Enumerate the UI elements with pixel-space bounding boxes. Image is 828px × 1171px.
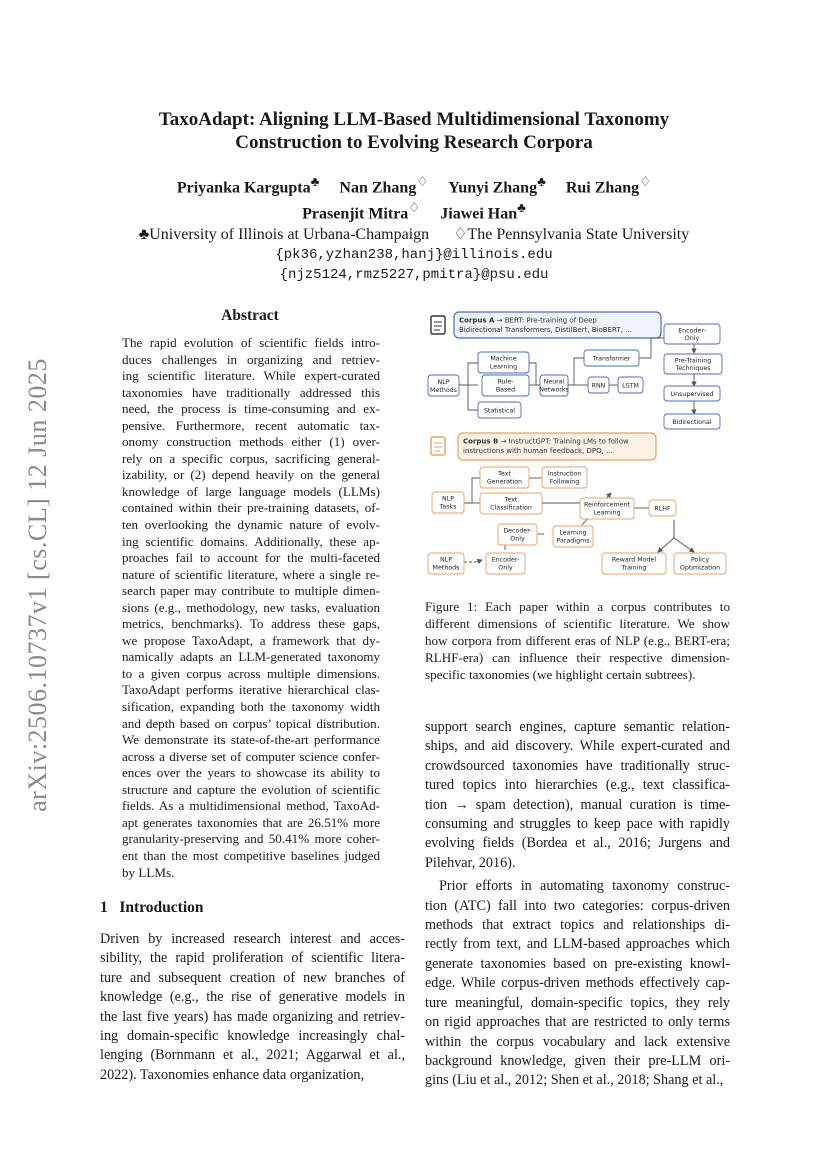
text-line: the last five years) has made organizing and retriev- <box>100 1008 405 1025</box>
text-line: ships, and aid discovery. While expert-curated and <box>425 738 730 755</box>
text-line: fields. As a multidimensional method, TaxoAd- <box>122 798 380 814</box>
arxiv-identifier: arXiv:2506.10737v1 [cs.CL] 12 Jun 2025 <box>23 358 52 812</box>
tree-b-edges <box>464 478 694 562</box>
node-instruction-following-2: Following <box>549 478 580 486</box>
text-line: proaches fail to account for the multi-faceted <box>122 550 380 566</box>
title-line-2: Construction to Evolving Research Corpora <box>235 132 593 153</box>
author-name: Yunyi Zhang <box>448 179 538 197</box>
text-line: structure and capture the evolution of scientific <box>122 781 380 797</box>
text-line: namically adapts an LLM-generated taxonomy <box>122 649 380 665</box>
node-instruction-following: Instruction <box>547 470 582 478</box>
node-encoder-only-2: Only <box>684 335 700 342</box>
text-line: and depth based on corpus’ topical distribution. <box>122 715 380 731</box>
node-text-classification-2: Classification <box>490 504 532 512</box>
text-line: tion → spam detection), manual curation is time- <box>425 796 730 813</box>
author-block <box>100 172 728 285</box>
section-number: 1 <box>100 899 108 916</box>
figure-1-caption <box>425 598 730 683</box>
email-illinois: {pk36,yzhan238,hanj}@illinois.edu <box>275 246 553 263</box>
node-nlp-methods-b: NLP <box>439 556 453 564</box>
text-line: pensive. Furthermore, recent automatic tax- <box>122 417 380 433</box>
email-psu: {njz5124,rmz5227,pmitra}@psu.edu <box>279 266 549 283</box>
text-line: Pilehvar, 2016). <box>425 854 516 871</box>
affiliation-uiuc: ♣University of Illinois at Urbana-Champaign <box>138 225 430 243</box>
text-line: sions (e.g., methodology, new tasks, evaluation <box>122 599 380 615</box>
author-affil-mark: ♢ <box>416 174 429 189</box>
text-line: We demonstrate its state-of-the-art performance <box>122 732 380 748</box>
text-line: how corpora from different eras of NLP (e.g., BERT-era; <box>425 633 730 648</box>
author-name: Priyanka Kargupta <box>176 179 311 197</box>
node-learning-paradigms-2: Paradigms <box>556 537 590 545</box>
node-rule-based: Rule- <box>497 378 514 386</box>
node-nlp-methods-2: Methods <box>430 387 457 394</box>
affiliation-psu: ♢The Pennsylvania State University <box>453 225 690 243</box>
text-line: RLHF-era) can influence their respective dimension- <box>425 650 730 665</box>
document-icon <box>431 316 445 334</box>
text-line: apt generates taxonomies that are 26.51% more <box>122 814 380 830</box>
document-icon <box>431 437 445 455</box>
figure-1-diagram <box>426 308 732 582</box>
text-line: across a diverse set of computer science confer- <box>122 748 380 764</box>
corpus-b-line-1: Corpus B → InstructGPT: Training LMs to follow <box>463 437 629 446</box>
text-line: need, the process is time-consuming and ex- <box>122 401 380 417</box>
text-line: ing scientific domains. Additionally, these ap- <box>122 533 380 549</box>
node-text-generation-2: Generation <box>486 478 523 486</box>
node-transformer: Transformer <box>592 355 631 363</box>
node-unsupervised: Unsupervised <box>670 391 714 398</box>
text-line: specific taxonomies (we highlight certain subtrees). <box>425 667 696 682</box>
text-line: Driven by increased research interest and acces- <box>100 931 405 947</box>
affiliations <box>100 225 728 245</box>
text-line: knowledge of large language models (LLMs) <box>122 483 380 499</box>
text-line: lenging (Bornmann et al., 2021; Aggarwal et al., <box>100 1047 405 1064</box>
author-name: Prasenjit Mitra <box>302 205 409 223</box>
paper-title <box>100 108 728 154</box>
text-line: tion (ATC) fall into two categories: corpus-driven <box>425 897 730 914</box>
node-decoder-only-2: Only <box>510 535 525 543</box>
node-bidirectional: Bidirectional <box>672 419 712 426</box>
text-line: within the corpus vocabulary and lack extensive <box>425 1033 730 1050</box>
node-encoder-only: Encoder- <box>678 327 706 335</box>
author-affil-mark: ♣ <box>310 174 320 189</box>
tree-a-nodes <box>428 324 722 429</box>
paragraph <box>425 718 730 873</box>
node-encoder-only-b-2: Only <box>498 564 513 572</box>
corpus-a-line-1: Corpus A → BERT: Pre-training of Deep <box>459 316 597 325</box>
node-rule-based-2: Based <box>495 386 516 394</box>
title-line-1: TaxoAdapt: Aligning LLM-Based Multidimensional Taxonomy <box>158 109 670 130</box>
text-line: different dimensions of scientific literature. We show <box>425 616 730 631</box>
paragraph <box>425 877 730 1090</box>
node-neural-2: Networks <box>539 386 569 394</box>
text-line: ture meaningful, domain-specific topics, they rely <box>425 994 730 1011</box>
node-nlp-tasks-2: Tasks <box>439 503 457 511</box>
node-lstm: LSTM <box>622 382 639 390</box>
text-line: TaxoAdapt performs iterative hierarchical clas- <box>122 682 380 698</box>
text-line: Prior efforts in automating taxonomy construc- <box>439 878 730 895</box>
author-line-2 <box>100 198 728 224</box>
text-line: generate taxonomies based on pre-existing knowl- <box>425 955 730 972</box>
text-line: crowdsourced taxonomies have traditionally struc- <box>425 757 730 774</box>
text-line: sification, expanding both the taxonomy width <box>122 699 380 715</box>
abstract-heading: Abstract <box>221 307 279 324</box>
text-line: evolving fields (Bordea et al., 2016; Jurgens and <box>425 835 730 852</box>
author-affil-mark: ♢ <box>408 200 421 216</box>
node-rl: Reinforcement <box>583 501 631 509</box>
text-line: rectly from text, and LLM-based approaches which <box>425 936 730 953</box>
node-reward-model-2: Training <box>621 564 647 572</box>
text-line: ences over the years to showcase its ability to <box>122 765 380 781</box>
author-name: Rui Zhang <box>565 179 640 197</box>
node-pretraining-2: Techniques <box>675 365 711 372</box>
text-line: by LLMs. <box>122 864 175 880</box>
node-ml: Machine <box>490 355 517 363</box>
node-rl-2: Learning <box>593 509 621 517</box>
text-line: The rapid evolution of scientific fields intro- <box>122 335 380 350</box>
node-text-classification: Text <box>504 496 518 504</box>
node-pretraining: Pre-Training <box>674 357 712 365</box>
text-line: duces challenges in organizing and retriev- <box>122 351 380 367</box>
text-line: ent than the most competitive baselines judged <box>122 847 380 863</box>
text-line: sibility, the rapid proliferation of scientific litera- <box>100 950 405 967</box>
intro-heading <box>100 899 390 917</box>
text-line: ing scientific literature. While expert-curated <box>122 368 380 384</box>
node-rnn: RNN <box>591 382 606 390</box>
node-text-generation: Text <box>498 470 511 478</box>
text-line: nature of scientific literature, where a single re- <box>122 566 380 582</box>
text-line: methods that extract topics and relationships di- <box>425 917 730 934</box>
text-line: support search engines, capture semantic relation- <box>425 719 730 735</box>
text-line: Figure 1: Each paper within a corpus contributes to <box>425 599 730 614</box>
author-affil-mark: ♣ <box>517 200 526 216</box>
text-line: on rigid approaches that are restricted to only terms <box>425 1014 730 1031</box>
text-line: search paper may contribute to multiple dimen- <box>122 583 380 599</box>
text-line: edge. While corpus-driven methods effectively cap- <box>425 975 730 992</box>
text-line: granularity-preserving and 50.41% more coher- <box>122 831 380 847</box>
author-affil-mark: ♣ <box>537 174 546 189</box>
text-line: metrics, benchmarks). To address these gaps, <box>122 616 380 632</box>
node-rlhf: RLHF <box>654 505 671 513</box>
node-reward-model: Reward Model <box>611 556 657 564</box>
text-line: ture and subsequent creation of new branches of <box>100 969 405 986</box>
text-line: rely on a specific corpus, sacrificing general- <box>122 450 380 466</box>
text-line: gins (Liu et al., 2012; Shen et al., 2018; Shang et al., <box>425 1072 724 1089</box>
text-line: to a given corpus across multiple dimensions. <box>122 665 380 681</box>
abstract-body <box>122 335 380 881</box>
node-encoder-only-b: Encoder- <box>491 556 520 564</box>
text-line: ten overlooking the dynamic nature of evolv- <box>122 517 380 533</box>
node-ml-2: Learning <box>489 363 518 371</box>
text-line: taxonomies have traditionally addressed this <box>122 384 380 400</box>
node-nlp-methods: NLP <box>437 379 450 386</box>
node-statistical: Statistical <box>483 407 516 415</box>
node-learning-paradigms: Learning <box>559 529 587 537</box>
text-line: 2022). Taxonomies enhance data organization, <box>100 1066 365 1083</box>
intro-left-column <box>100 930 405 1085</box>
corpus-b-line-2: instructions with human feedback, DPO, ... <box>463 447 613 455</box>
text-line: we propose TaxoAdapt, a framework that dy- <box>122 632 380 648</box>
text-line: contained within their pre-training datasets, of- <box>122 500 380 516</box>
author-line-1 <box>100 172 728 198</box>
author-name: Jiawei Han <box>440 205 518 223</box>
node-decoder-only: Decoder- <box>503 527 532 535</box>
node-policy-optimization: Policy <box>690 556 710 564</box>
node-neural: Neural <box>543 378 565 386</box>
text-line: consuming and struggles to keep pace with rapidly <box>425 816 730 833</box>
author-affil-mark: ♢ <box>639 174 652 189</box>
node-policy-optimization-2: Optimization <box>679 564 721 572</box>
tree-b-nodes <box>428 467 726 574</box>
node-nlp-tasks: NLP <box>441 495 455 503</box>
text-line: izability, or (2) depend heavily on the general <box>122 467 380 483</box>
author-name: Nan Zhang <box>339 179 417 197</box>
text-line: tured topics into hierarchies (e.g., text classifica- <box>425 777 730 794</box>
corpus-a-line-2: Bidirectional Transformers, DistilBert, BioBERT, ... <box>459 326 632 334</box>
section-title: Introduction <box>119 899 204 916</box>
node-nlp-methods-b-2: Methods <box>432 564 460 572</box>
text-line: ing domain-specific knowledge increasingly chal- <box>100 1028 405 1045</box>
text-line: knowledge (e.g., the rise of generative models in <box>100 989 405 1006</box>
text-line: onomy construction methods either (1) over- <box>122 434 380 450</box>
text-line: background knowledge, given their pre-LLM ori- <box>425 1052 730 1069</box>
intro-right-column <box>425 718 730 1091</box>
